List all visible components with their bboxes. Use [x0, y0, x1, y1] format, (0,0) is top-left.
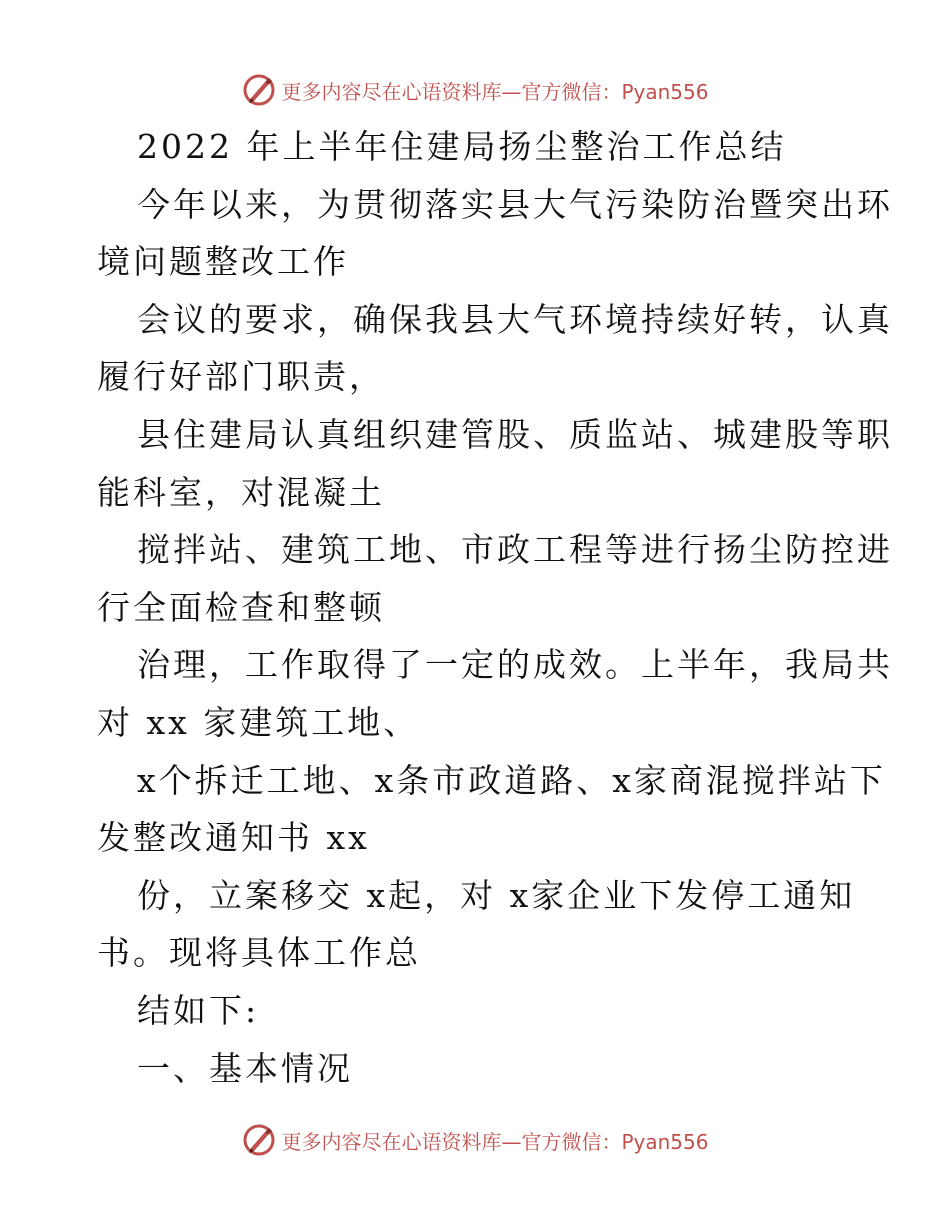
- watermark-text: 更多内容尽在心语资料库—官方微信：Pyan556: [281, 1129, 709, 1154]
- paragraph-line: 今年以来，为贯彻落实县大气污染防治暨突出环: [137, 184, 893, 224]
- pen-logo-icon: [241, 1122, 277, 1158]
- pen-logo-icon: [241, 72, 277, 108]
- watermark-footer: [0, 1122, 950, 1158]
- paragraph-line: 结如下:: [137, 990, 260, 1030]
- paragraph-line: 行全面检查和整顿: [97, 587, 385, 627]
- paragraph-line: 履行好部门职责，: [97, 357, 385, 397]
- paragraph-line: 能科室，对混凝土: [97, 472, 385, 512]
- paragraph-line: 对 xx 家建筑工地、: [97, 702, 420, 742]
- section-heading: 一、基本情况: [137, 1048, 353, 1088]
- paragraph-line: 境问题整改工作: [97, 242, 349, 282]
- paragraph-line: 治理，工作取得了一定的成效。上半年，我局共: [137, 645, 893, 685]
- document-title: 2022 年上半年住建局扬尘整治工作总结: [137, 127, 787, 166]
- document-body: [97, 118, 893, 1097]
- watermark-header: [0, 72, 950, 108]
- watermark-text: 更多内容尽在心语资料库—官方微信：Pyan556: [281, 79, 709, 104]
- paragraph-line: 县住建局认真组织建管股、质监站、城建股等职: [137, 414, 893, 454]
- paragraph-line: 书。现将具体工作总: [97, 933, 421, 973]
- paragraph-line: x个拆迁工地、x条市政道路、x家商混搅拌站下: [137, 760, 886, 800]
- paragraph-line: 份，立案移交 x起，对 x家企业下发停工通知: [137, 875, 856, 915]
- paragraph-line: 会议的要求，确保我县大气环境持续好转，认真: [137, 299, 893, 339]
- paragraph-line: 搅拌站、建筑工地、市政工程等进行扬尘防控进: [137, 530, 893, 570]
- paragraph-line: 发整改通知书 xx: [97, 818, 370, 858]
